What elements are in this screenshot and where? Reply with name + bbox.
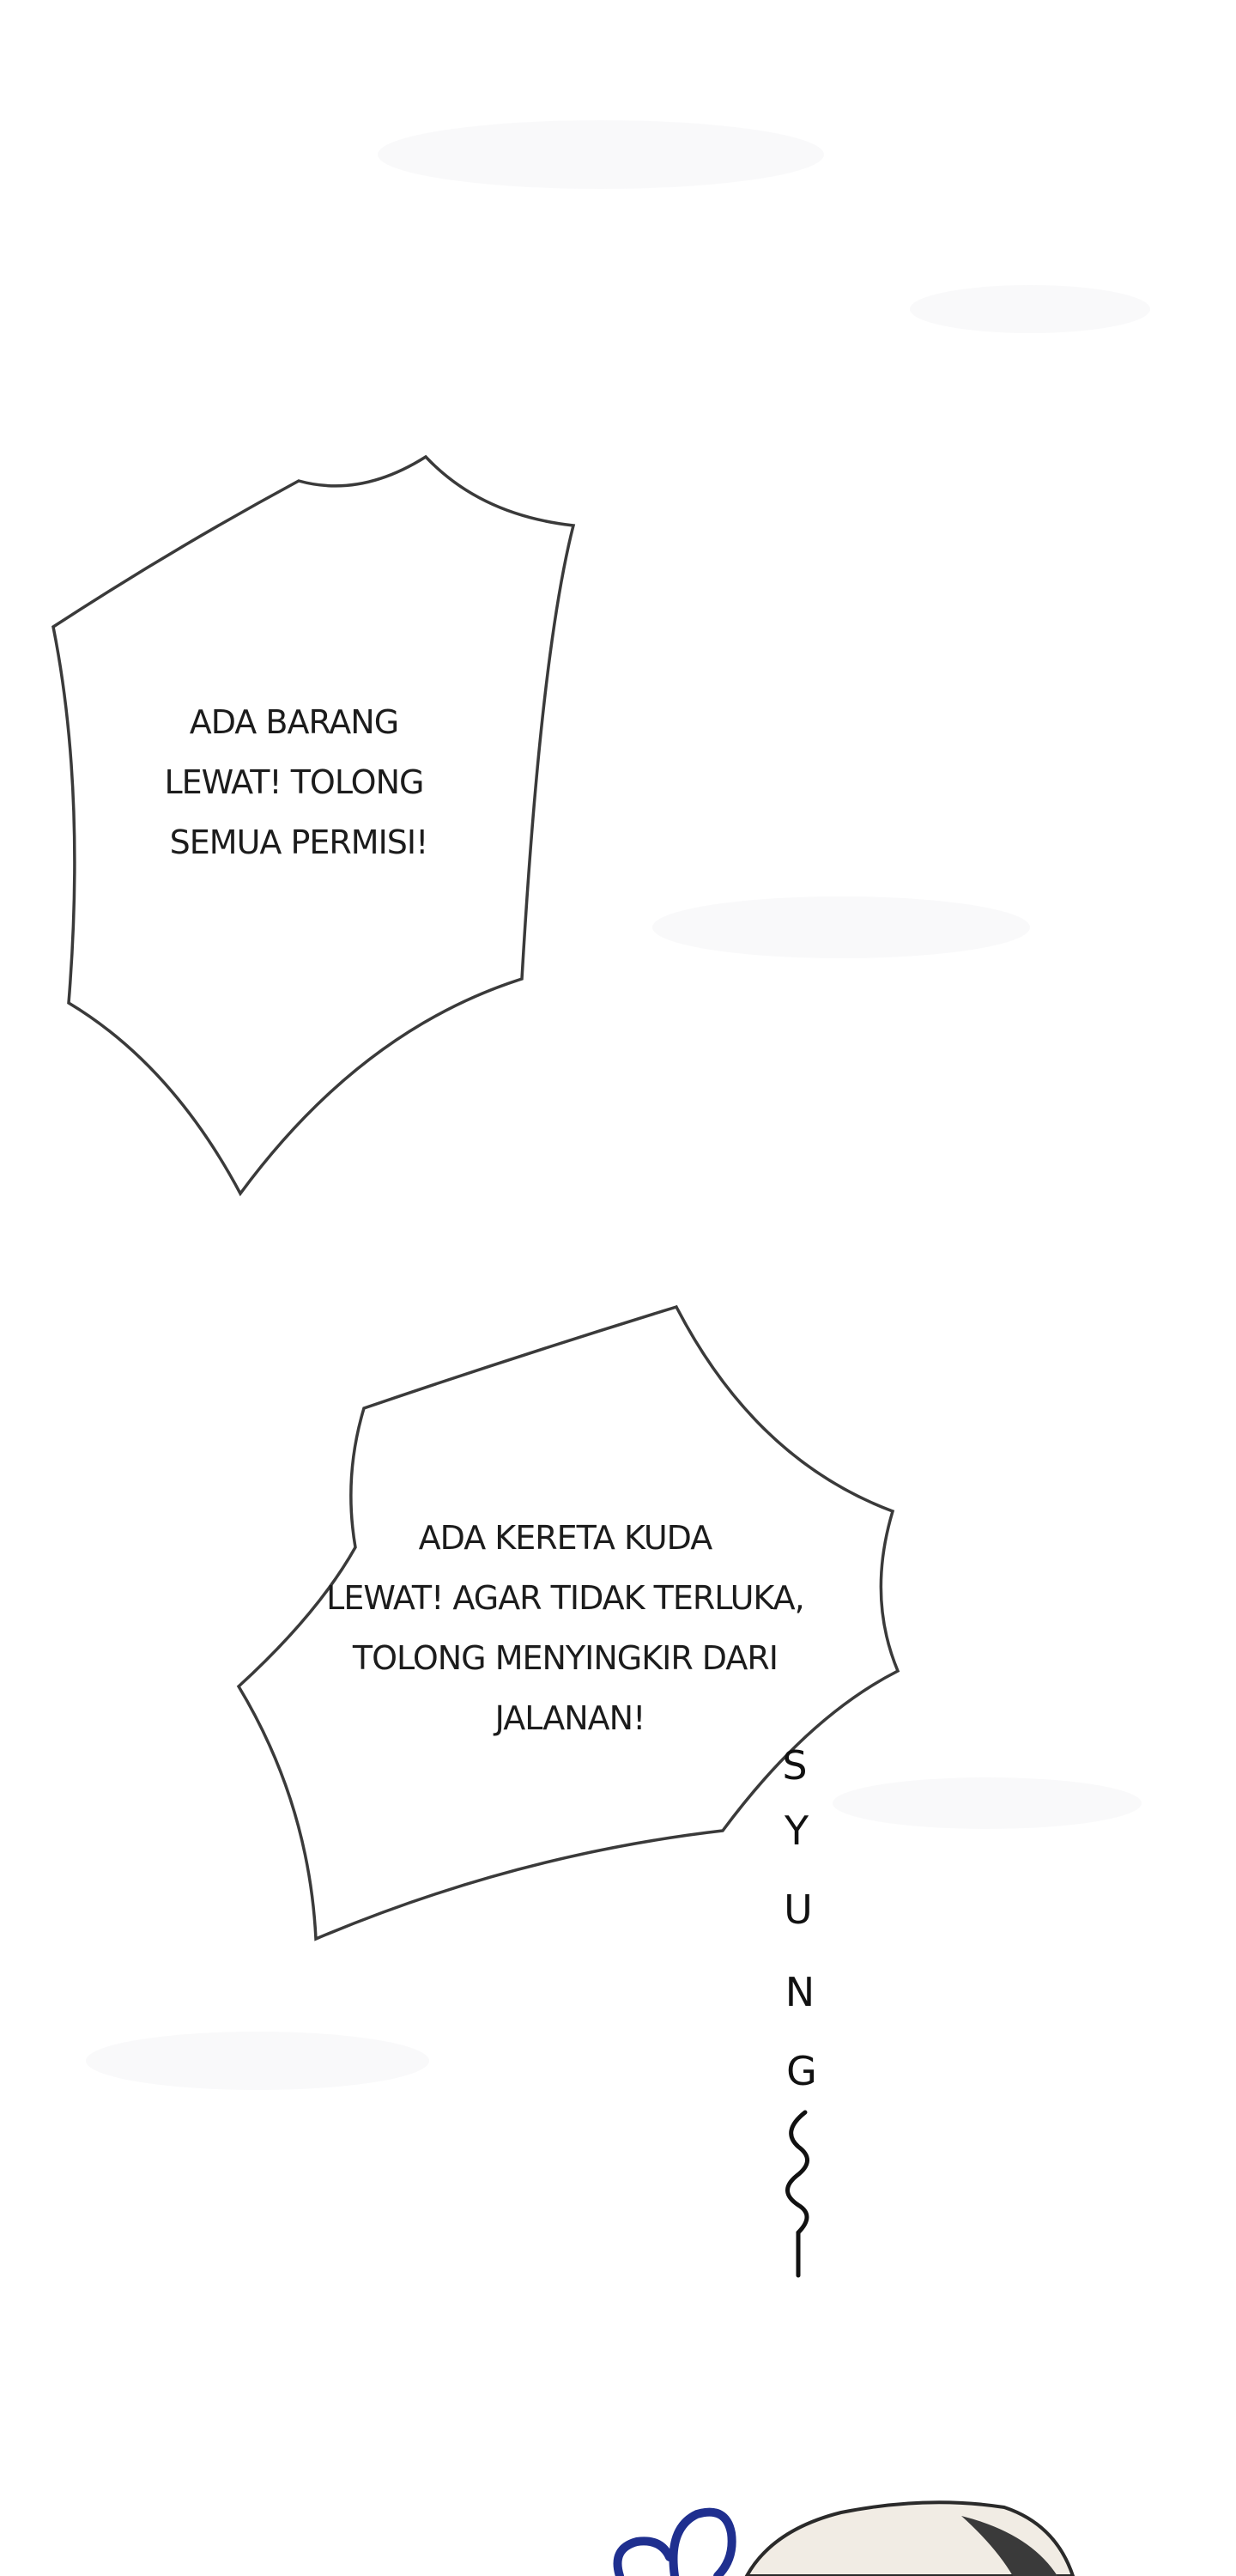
sfx-letter-n: N xyxy=(785,1969,815,2015)
speech-bubble-1-text xyxy=(164,703,433,861)
speech-bubble-1 xyxy=(53,457,573,1194)
sfx-letter-u: U xyxy=(784,1886,813,1933)
bubble-1-line-2: LEWAT! TOLONG xyxy=(164,763,424,801)
sfx-letter-s: S xyxy=(782,1742,808,1789)
blue-hair-curl xyxy=(618,2512,732,2576)
bubble-1-line-3: SEMUA PERMISI! xyxy=(169,823,428,861)
bubble-2-line-4: JALANAN! xyxy=(494,1699,645,1737)
bubble-2-line-1: ADA KERETA KUDA xyxy=(418,1519,712,1557)
sfx-squiggle xyxy=(787,2112,807,2275)
sfx-letter-y: Y xyxy=(784,1807,809,1854)
bubble-2-line-3: TOLONG MENYINGKIR DARI xyxy=(352,1639,779,1677)
character-art-partial xyxy=(618,2502,1074,2576)
sfx-letter-g: G xyxy=(786,2048,817,2094)
sound-effect-syung xyxy=(782,1742,816,2275)
bubble-2-line-2: LEWAT! AGAR TIDAK TERLUKA, xyxy=(326,1579,804,1617)
bubble-1-line-1: ADA BARANG xyxy=(189,703,399,741)
